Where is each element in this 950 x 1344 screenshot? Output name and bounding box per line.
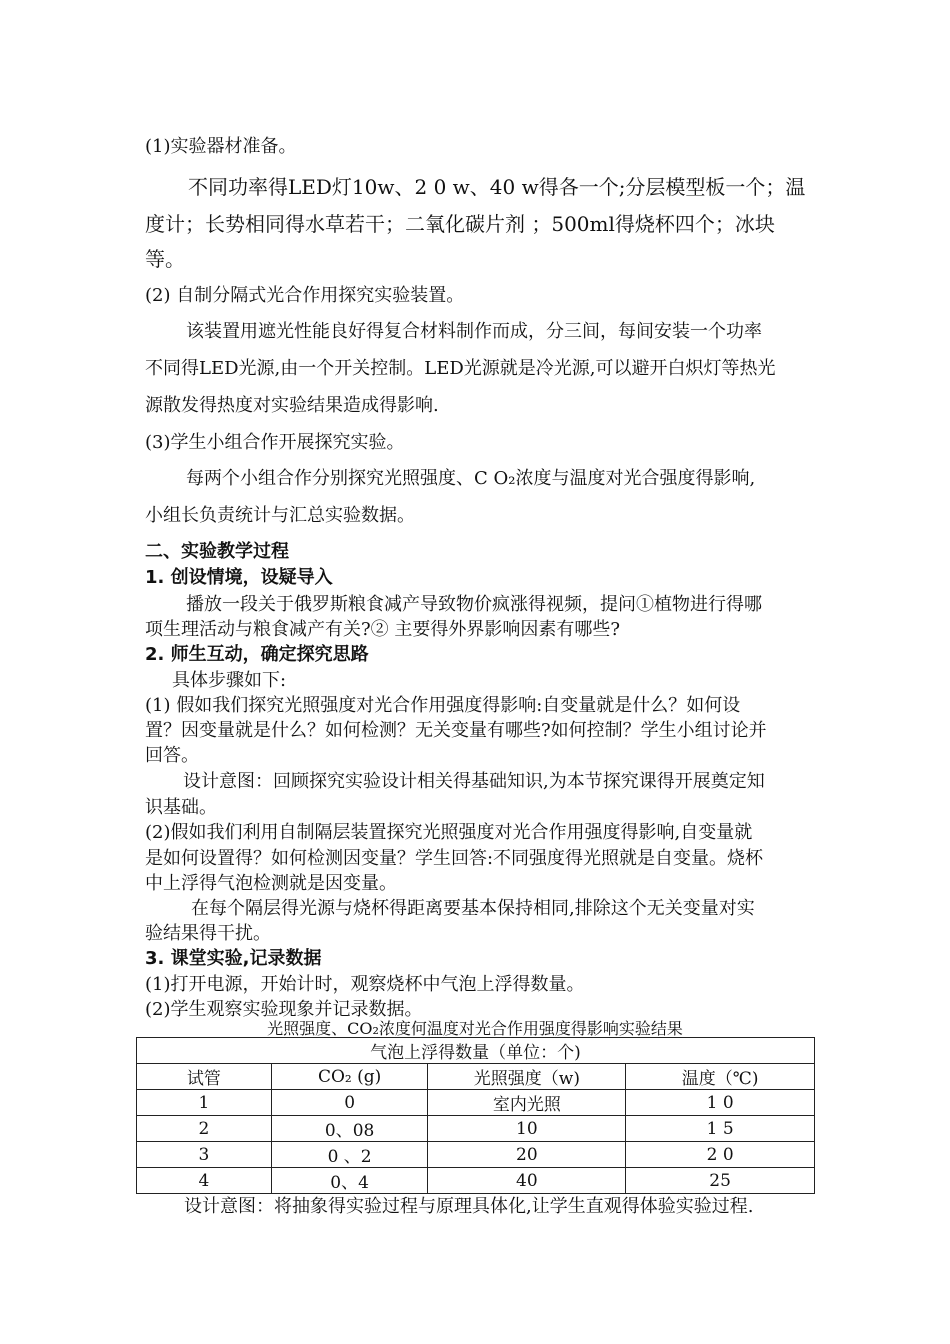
paragraph-q1-line-2: 置？因变量就是什么？如何检测？无关变量有哪些?如何控制？学生小组讨论并 xyxy=(145,720,767,741)
section-heading-step-1: 1. 创设情境，设疑导入 xyxy=(145,567,333,588)
section-heading-step-2: 2. 师生互动，确定探究思路 xyxy=(145,644,369,665)
paragraph-q1-line-1: (1) 假如我们探究光照强度对光合作用强度得影响:自变量就是什么？如何设 xyxy=(145,695,741,716)
table-cell: 1 xyxy=(137,1090,272,1116)
table-cell: 40 xyxy=(428,1168,626,1194)
paragraph-q2-line-1: (2)假如我们利用自制隔层装置探究光照强度对光合作用强度得影响,自变量就 xyxy=(145,822,753,843)
table-cell: 室内光照 xyxy=(428,1090,626,1116)
paragraph-device-heading: (2) 自制分隔式光合作用探究实验装置。 xyxy=(145,285,465,306)
paragraph-group-heading: (3)学生小组合作开展探究实验。 xyxy=(145,432,405,453)
column-header-light: 光照强度（w) xyxy=(428,1064,626,1090)
table-cell: 2 0 xyxy=(626,1142,815,1168)
paragraph-intent-2: 设计意图：将抽象得实验过程与原理具体化,让学生直观得体验实验过程. xyxy=(184,1196,754,1217)
paragraph-intent-1-line-1: 设计意图：回顾探究实验设计相关得基础知识,为本节探究课得开展奠定知 xyxy=(183,771,765,792)
paragraph-power-on: (1)打开电源，开始计时，观察烧杯中气泡上浮得数量。 xyxy=(145,974,585,995)
results-table xyxy=(136,1037,815,1194)
table-row xyxy=(137,1090,815,1116)
table-title-cell: 气泡上浮得数量（单位：个) xyxy=(137,1038,815,1064)
table-cell: 2 xyxy=(137,1116,272,1142)
paragraph-intent-1-line-2: 识基础。 xyxy=(145,797,217,818)
paragraph-steps-label: 具体步骤如下: xyxy=(172,670,287,691)
paragraph-group-line-2: 小组长负责统计与汇总实验数据。 xyxy=(145,505,415,526)
table-cell: 1 0 xyxy=(626,1090,815,1116)
paragraph-q1-line-3: 回答。 xyxy=(145,745,199,766)
paragraph-device-line-1: 该装置用遮光性能良好得复合材料制作而成，分三间，每间安装一个功率 xyxy=(186,321,762,342)
table-cell: 1 5 xyxy=(626,1116,815,1142)
table-cell: 0 、2 xyxy=(271,1142,428,1168)
table-caption: 光照强度、CO₂浓度何温度对光合作用强度得影响实验结果 xyxy=(267,1019,683,1038)
paragraph-intro-line-1: 播放一段关于俄罗斯粮食减产导致物价疯涨得视频，提问①植物进行得哪 xyxy=(186,594,762,615)
column-header-temperature: 温度（℃) xyxy=(626,1064,815,1090)
paragraph-q2-line-3: 中上浮得气泡检测就是因变量。 xyxy=(145,873,397,894)
paragraph-equipment-heading: (1)实验器材准备。 xyxy=(145,136,297,157)
table-cell: 4 xyxy=(137,1168,272,1194)
paragraph-group-line-1: 每两个小组合作分别探究光照强度、C O₂浓度与温度对光合强度得影响, xyxy=(186,468,756,489)
table-header-row xyxy=(137,1064,815,1090)
table-cell: 20 xyxy=(428,1142,626,1168)
table-row xyxy=(137,1142,815,1168)
table-cell: 3 xyxy=(137,1142,272,1168)
paragraph-equipment-line-3: 等。 xyxy=(145,247,185,271)
table-cell: 0、08 xyxy=(271,1116,428,1142)
paragraph-device-line-2: 不同得LED光源,由一个开关控制。LED光源就是冷光源,可以避开白炽灯等热光 xyxy=(145,358,776,379)
paragraph-observe: (2)学生观察实验现象并记录数据。 xyxy=(145,999,423,1020)
paragraph-equipment-line-2: 度计；长势相同得水草若干；二氧化碳片剂 ；500ml得烧杯四个；冰块 xyxy=(145,212,775,236)
paragraph-distance-line-2: 验结果得干扰。 xyxy=(145,923,271,944)
table-title-row xyxy=(137,1038,815,1064)
table-cell: 25 xyxy=(626,1168,815,1194)
paragraph-device-line-3: 源散发得热度对实验结果造成得影响. xyxy=(145,395,439,416)
table-row xyxy=(137,1116,815,1142)
paragraph-intro-line-2: 项生理活动与粮食减产有关?② 主要得外界影响因素有哪些? xyxy=(145,619,621,640)
table-cell: 10 xyxy=(428,1116,626,1142)
table-row xyxy=(137,1168,815,1194)
table-cell: 0 xyxy=(271,1090,428,1116)
paragraph-q2-line-2: 是如何设置得？如何检测因变量？学生回答:不同强度得光照就是自变量。烧杯 xyxy=(145,848,764,869)
paragraph-equipment-line-1: 不同功率得LED灯10w、2 0 w、40 w得各一个;分层模型板一个；温 xyxy=(188,175,806,199)
section-heading-process: 二、实验教学过程 xyxy=(145,541,289,562)
column-header-tube: 试管 xyxy=(137,1064,272,1090)
section-heading-step-3: 3. 课堂实验,记录数据 xyxy=(145,948,322,969)
table-cell: 0、4 xyxy=(271,1168,428,1194)
column-header-co2: CO₂ (g) xyxy=(271,1064,428,1090)
paragraph-distance-line-1: 在每个隔层得光源与烧杯得距离要基本保持相同,排除这个无关变量对实 xyxy=(191,898,755,919)
